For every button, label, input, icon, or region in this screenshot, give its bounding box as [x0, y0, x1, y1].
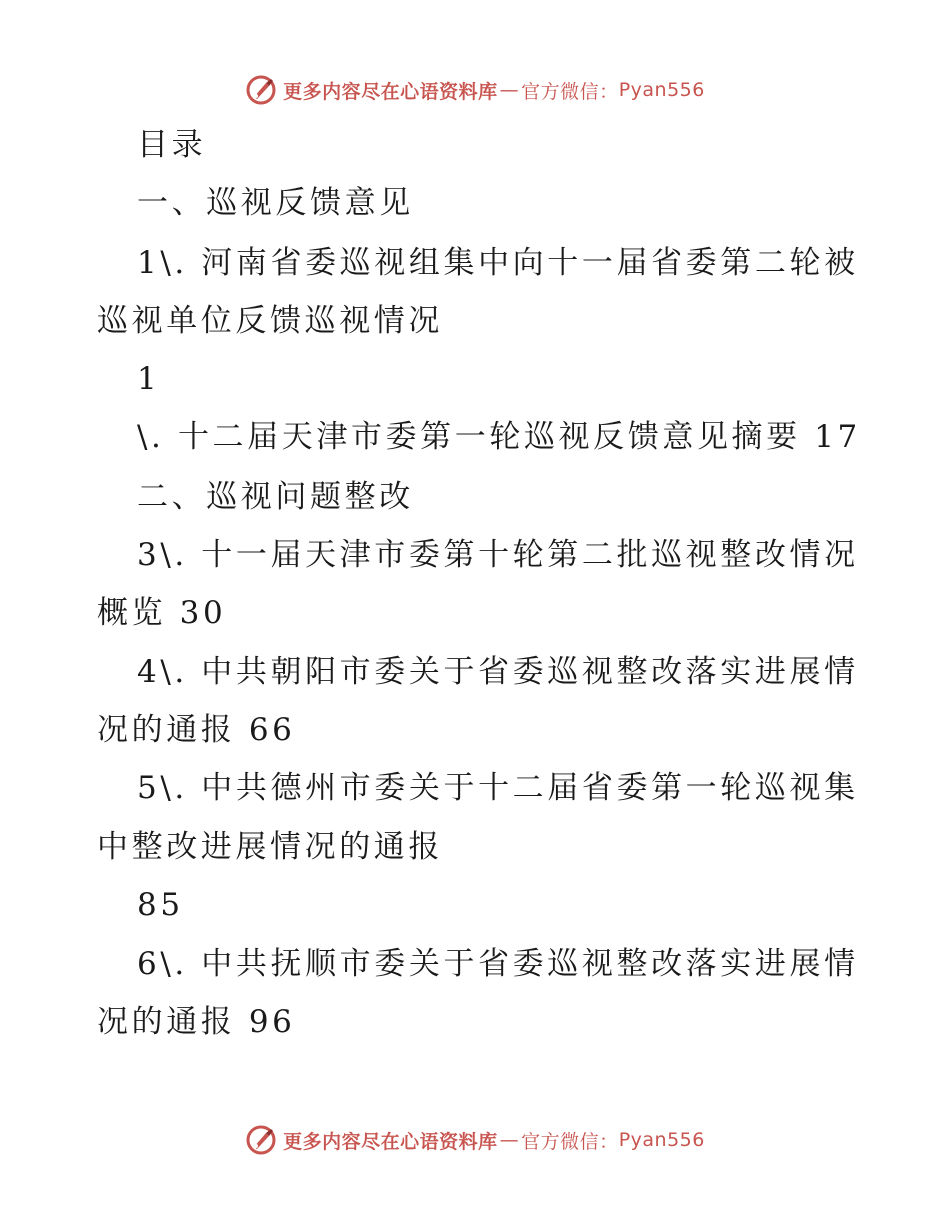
banner-wechat-label: 官方微信： — [521, 80, 619, 103]
toc-entry-line: 3\. 十一届天津市委第十轮第二批巡视整改情况 — [137, 537, 859, 573]
banner-wechat-id: Pyan556 — [618, 79, 705, 101]
banner-main-text: 更多内容尽在心语资料库 — [283, 80, 498, 103]
toc-entry-line: 1\. 河南省委巡视组集中向十一届省委第二轮被 — [137, 245, 859, 281]
toc-entry-line: 4\. 中共朝阳市委关于省委巡视整改落实进展情 — [137, 654, 859, 690]
banner-separator: — — [499, 79, 520, 101]
banner-separator: — — [499, 1129, 520, 1151]
toc-page-number: 1 — [137, 361, 161, 397]
footer-banner — [0, 1120, 950, 1160]
toc-entry-line: 巡视单位反馈巡视情况 — [97, 303, 443, 339]
toc-page-number: 85 — [137, 887, 184, 923]
banner-main-text: 更多内容尽在心语资料库 — [283, 1130, 498, 1153]
banner-wechat-label: 官方微信： — [521, 1130, 619, 1153]
toc-entry-line: 6\. 中共抚顺市委关于省委巡视整改落实进展情 — [137, 946, 859, 982]
pen-seal-logo-icon — [245, 1124, 277, 1156]
toc-entry-line: 况的通报 96 — [97, 1004, 296, 1040]
toc-entry-line: 中整改进展情况的通报 — [97, 829, 443, 865]
toc-entry-line: 况的通报 66 — [97, 712, 296, 748]
toc-entry-line: 概览 30 — [97, 595, 227, 631]
toc-entry-line: 5\. 中共德州市委关于十二届省委第一轮巡视集 — [137, 770, 859, 806]
toc-section-heading: 一、巡视反馈意见 — [137, 185, 414, 221]
toc-entry-line: \. 十二届天津市委第一轮巡视反馈意见摘要 17 — [137, 419, 861, 455]
pen-seal-logo-icon — [245, 74, 277, 106]
banner-wechat-id: Pyan556 — [618, 1129, 705, 1151]
toc-title: 目录 — [137, 127, 207, 163]
toc-section-heading: 二、巡视问题整改 — [137, 479, 414, 515]
header-banner — [0, 70, 950, 110]
